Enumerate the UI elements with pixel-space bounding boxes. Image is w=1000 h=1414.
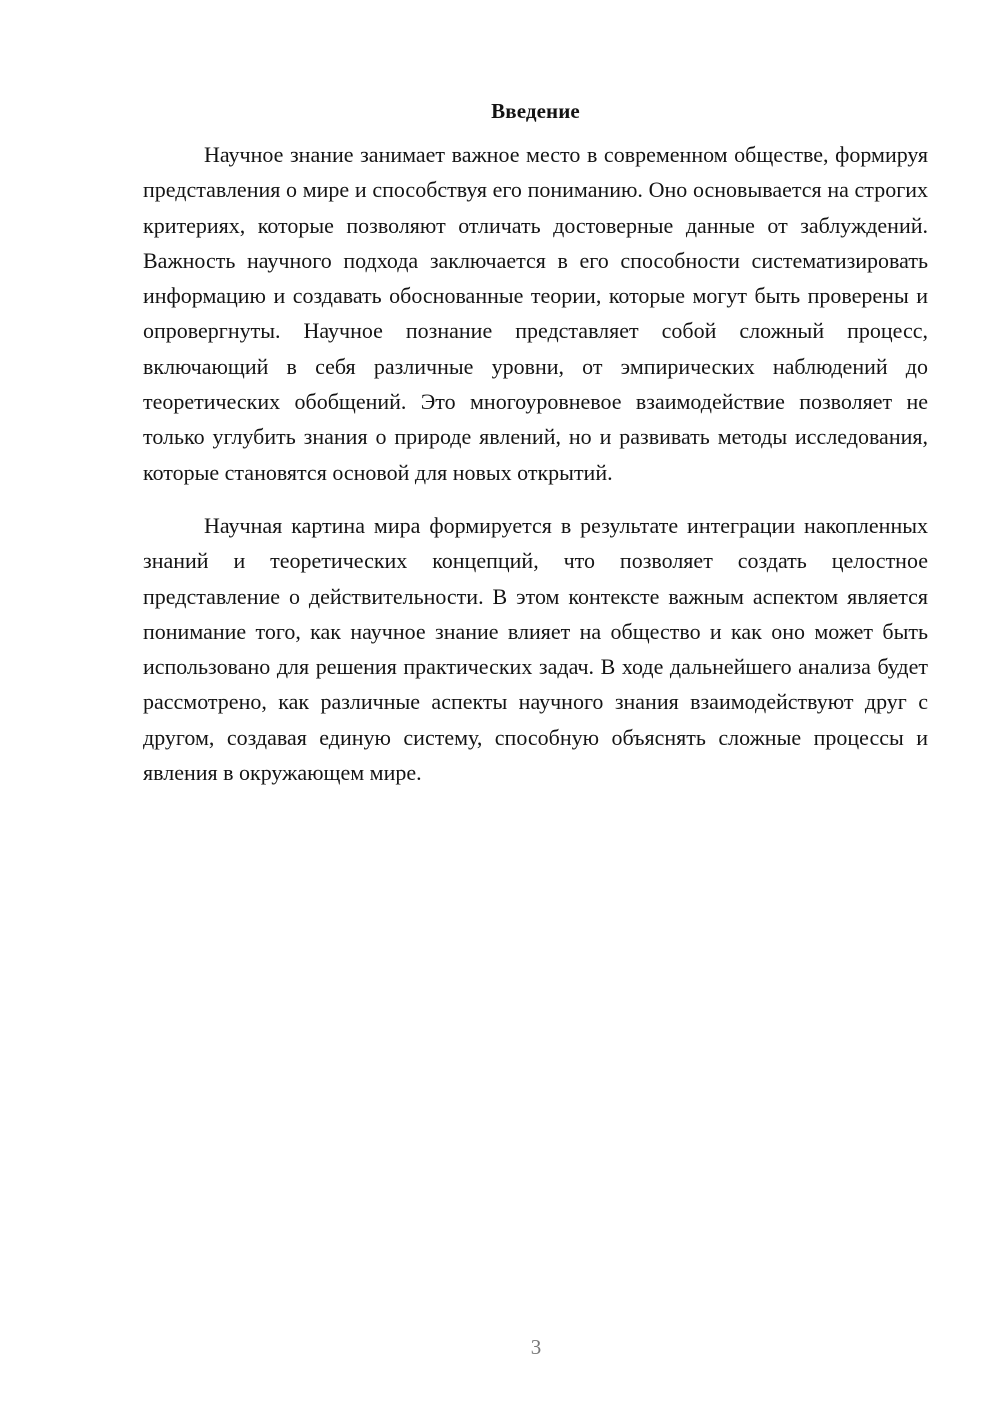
- paragraph-2: Научная картина мира формируется в результате интеграции накопленных знаний и теоретических концепций, что позволяет создать целостное представление о действительности. В этом контексте важным аспектом является понимание того, как научное знание влияет на общество и как оно может быть использовано для решения практических задач. В ходе дальнейшего анализа будет рассмотрено, как различные аспекты научного знания взаимодействуют друг с другом, создавая единую систему, способную объяснять сложные процессы и явления в окружающем мире.: [143, 512, 928, 786]
- page-number: 3: [530, 1335, 542, 1359]
- paragraph-1: Научное знание занимает важное место в современном обществе, формируя представления о мире и способствуя его пониманию. Оно основывается на строгих критериях, которые позволяют отличать достоверные данные от заблуждений. Важность научного подхода заключается в его способности систематизировать информацию и создавать обоснованные теории, которые могут быть проверены и опровергнуты. Научное познание представляет собой сложный процесс, включающий в себя различные уровни, от эмпирических наблюдений до теоретических обобщений. Это многоуровневое взаимодействие позволяет не только углубить знания о природе явлений, но и развивать методы исследования, которые становятся основой для новых открытий.: [143, 142, 928, 485]
- page-content: [143, 97, 928, 790]
- section-heading: Введение: [491, 99, 580, 123]
